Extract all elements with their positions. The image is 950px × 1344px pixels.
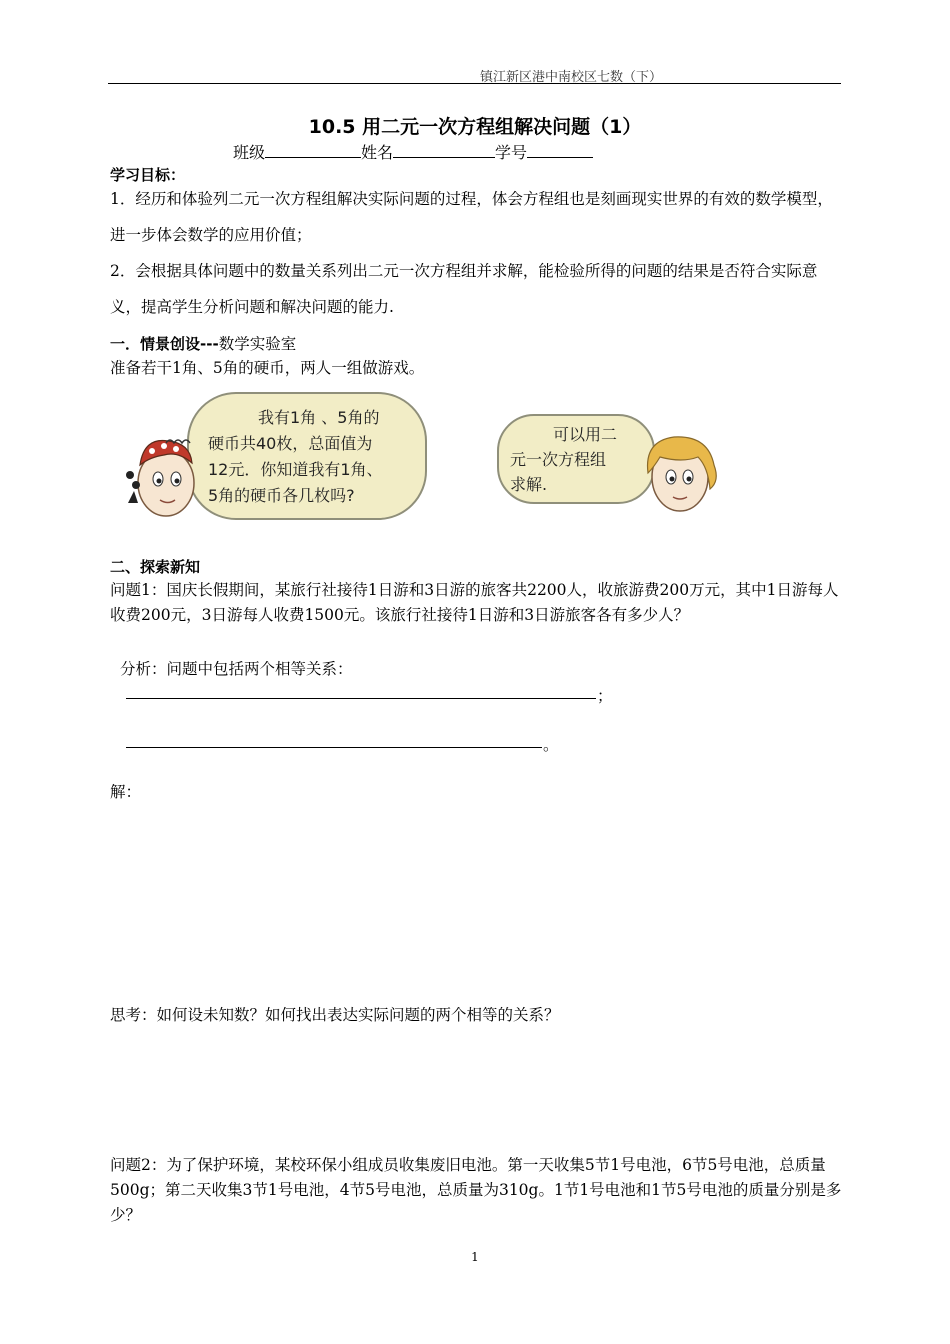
bubble-left-line-4: 5角的硬币各几枚吗? <box>208 486 355 505</box>
section2-heading: 二、探索新知 <box>110 558 201 576</box>
relation-2-blank[interactable] <box>126 747 542 748</box>
class-blank[interactable] <box>265 141 361 158</box>
header-school: 镇江新区港中南校区七数（下） <box>480 70 663 85</box>
info-line <box>233 140 593 163</box>
section1-text: 准备若干1角、5角的硬币，两人一组做游戏。 <box>110 359 425 377</box>
relation-2-end: 。 <box>543 736 559 754</box>
page-number: 1 <box>471 1250 479 1264</box>
name-blank[interactable] <box>393 141 495 158</box>
bubble-right-line-1: 可以用二 <box>553 425 618 444</box>
section1-heading-bold: 一．情景创设--- <box>110 335 219 353</box>
bubble-left-line-2: 硬币共40枚，总面值为 <box>208 434 373 453</box>
header-rule <box>108 83 841 84</box>
objective-1: 1．经历和体验列二元一次方程组解决实际问题的过程，体会方程组也是刻画现实世界的有效的数学模型，进一步体会数学的应用价值； <box>110 190 833 244</box>
objectives-heading: 学习目标： <box>110 166 186 184</box>
relation-1-end: ； <box>597 687 613 705</box>
number-blank[interactable] <box>527 141 593 158</box>
coin-game-illustration <box>108 385 728 530</box>
bubble-left-line-3: 12元．你知道我有1角、 <box>208 460 383 479</box>
objective-2: 2．会根据具体问题中的数量关系列出二元一次方程组并求解，能检验所得的问题的结果是否符合实际意义，提高学生分析问题和解决问题的能力. <box>110 262 818 316</box>
bubble-right-line-3: 求解. <box>510 475 548 494</box>
section1-heading <box>110 332 296 354</box>
problem-2: 问题2：为了保护环境，某校环保小组成员收集废旧电池。第一天收集5节1号电池，6节5号电池，总质量500g；第二天收集3节1号电池，4节5号电池，总质量为310g。1节1号电池和1节5号电池的质量分别是多少？ <box>110 1156 842 1224</box>
name-label: 姓名 <box>361 143 394 162</box>
page-title: 10.5 用二元一次方程组解决问题（1） <box>308 116 642 138</box>
solution-label: 解： <box>110 783 142 801</box>
class-label: 班级 <box>233 143 266 162</box>
section1-heading-rest: 数学实验室 <box>218 335 297 353</box>
number-label: 学号 <box>495 143 528 162</box>
boy-character-icon <box>648 437 717 511</box>
think-question: 思考：如何设未知数？如何找出表达实际问题的两个相等的关系？ <box>110 1006 560 1024</box>
analysis-text: 分析：问题中包括两个相等关系： <box>120 660 353 678</box>
bubble-left-line-1: 我有1角 、5角的 <box>258 408 380 427</box>
girl-character-icon <box>126 440 194 516</box>
relation-1-blank[interactable] <box>126 698 596 699</box>
problem-1: 问题1：国庆长假期间，某旅行社接待1日游和3日游的旅客共2200人，收旅游费200万元，其中1日游每人收费200元，3日游每人收费1500元。该旅行社接待1日游和3日游旅客各有多少人？ <box>110 581 839 624</box>
bubble-right-line-2: 元一次方程组 <box>510 450 607 469</box>
